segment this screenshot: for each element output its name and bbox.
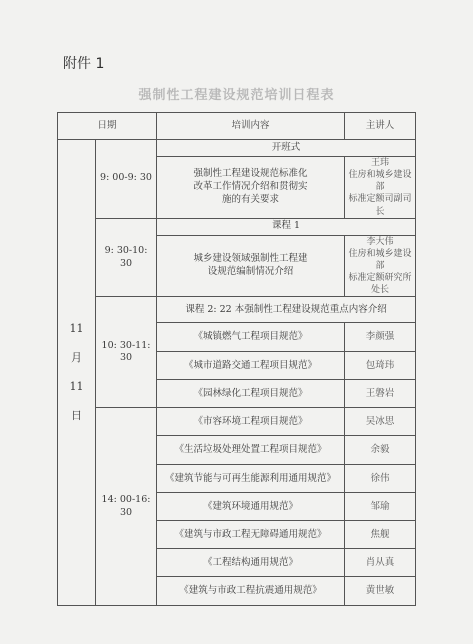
speaker-line: 住房和城乡建设部 bbox=[348, 248, 412, 271]
date-char: 11 bbox=[69, 379, 84, 393]
document-title: 强制性工程建设规范培训日程表 bbox=[138, 88, 335, 103]
table-row bbox=[58, 408, 416, 436]
date-char: 月 bbox=[71, 350, 82, 364]
opening-label: 开班式 bbox=[157, 140, 416, 157]
schedule-table bbox=[57, 112, 416, 606]
course-title: 《市容环境工程项目规范》 bbox=[157, 408, 345, 436]
course-speaker: 吴冰思 bbox=[345, 408, 416, 436]
opening-speaker bbox=[345, 157, 416, 219]
time-morning: 10: 30-11: 30 bbox=[96, 297, 157, 408]
course-title: 《建筑与市政工程无障碍通用规范》 bbox=[157, 521, 345, 549]
course1-speaker bbox=[345, 235, 416, 297]
attachment-label: 附件 1 bbox=[63, 56, 105, 72]
course-speaker: 余毅 bbox=[345, 436, 416, 465]
content-line: 设规范编制情况介绍 bbox=[207, 266, 294, 278]
header-speaker: 主讲人 bbox=[345, 113, 416, 140]
content-line: 城乡建设领域强制性工程建 bbox=[193, 253, 308, 265]
course-speaker: 李颜强 bbox=[345, 323, 416, 352]
course1-label: 课程 1 bbox=[157, 218, 416, 235]
speaker-line: 住房和城乡建设部 bbox=[348, 170, 412, 193]
content-line: 强制性工程建设规范标准化 bbox=[193, 168, 308, 180]
header-content: 培训内容 bbox=[157, 113, 345, 140]
speaker-line: 标准定额司副司长 bbox=[348, 194, 412, 217]
date-char: 11 bbox=[69, 322, 84, 336]
course-title: 《城市道路交通工程项目规范》 bbox=[157, 352, 345, 380]
date-cell bbox=[58, 140, 96, 606]
course-title: 《生活垃圾处理处置工程项目规范》 bbox=[157, 436, 345, 465]
course-speaker: 肖从真 bbox=[345, 549, 416, 577]
course-speaker: 王磐岩 bbox=[345, 380, 416, 408]
course-speaker: 徐伟 bbox=[345, 465, 416, 493]
course1-content bbox=[157, 235, 345, 297]
course-speaker: 黄世敏 bbox=[345, 577, 416, 606]
course-title: 《建筑与市政工程抗震通用规范》 bbox=[157, 577, 345, 606]
course2-label: 课程 2: 22 本强制性工程建设规范重点内容介绍 bbox=[157, 297, 416, 323]
time-opening: 9: 00-9: 30 bbox=[96, 140, 157, 219]
course-speaker: 焦舰 bbox=[345, 521, 416, 549]
speaker-line: 标准定额研究所处长 bbox=[348, 273, 412, 296]
opening-label-row bbox=[58, 140, 416, 157]
speaker-line: 李大伟 bbox=[366, 236, 394, 247]
time-afternoon: 14: 00-16: 30 bbox=[96, 408, 157, 606]
opening-content bbox=[157, 157, 345, 219]
date-char: 日 bbox=[71, 408, 82, 422]
course-title: 《城镇燃气工程项目规范》 bbox=[157, 323, 345, 352]
time-course1: 9: 30-10: 30 bbox=[96, 218, 157, 297]
course1-label-row bbox=[58, 218, 416, 235]
course-title: 《建筑节能与可再生能源利用通用规范》 bbox=[157, 465, 345, 493]
course-title: 《建筑环境通用规范》 bbox=[157, 493, 345, 521]
content-line: 改革工作情况介绍和贯彻实 bbox=[193, 180, 308, 192]
course-title: 《园林绿化工程项目规范》 bbox=[157, 380, 345, 408]
course2-label-row bbox=[58, 297, 416, 323]
course-speaker: 邹瑜 bbox=[345, 493, 416, 521]
header-date: 日期 bbox=[58, 113, 157, 140]
course-speaker: 包琦玮 bbox=[345, 352, 416, 380]
header-row bbox=[58, 113, 416, 140]
speaker-line: 王玮 bbox=[371, 158, 390, 168]
course-title: 《工程结构通用规范》 bbox=[157, 549, 345, 577]
content-line: 施的有关要求 bbox=[222, 193, 280, 205]
